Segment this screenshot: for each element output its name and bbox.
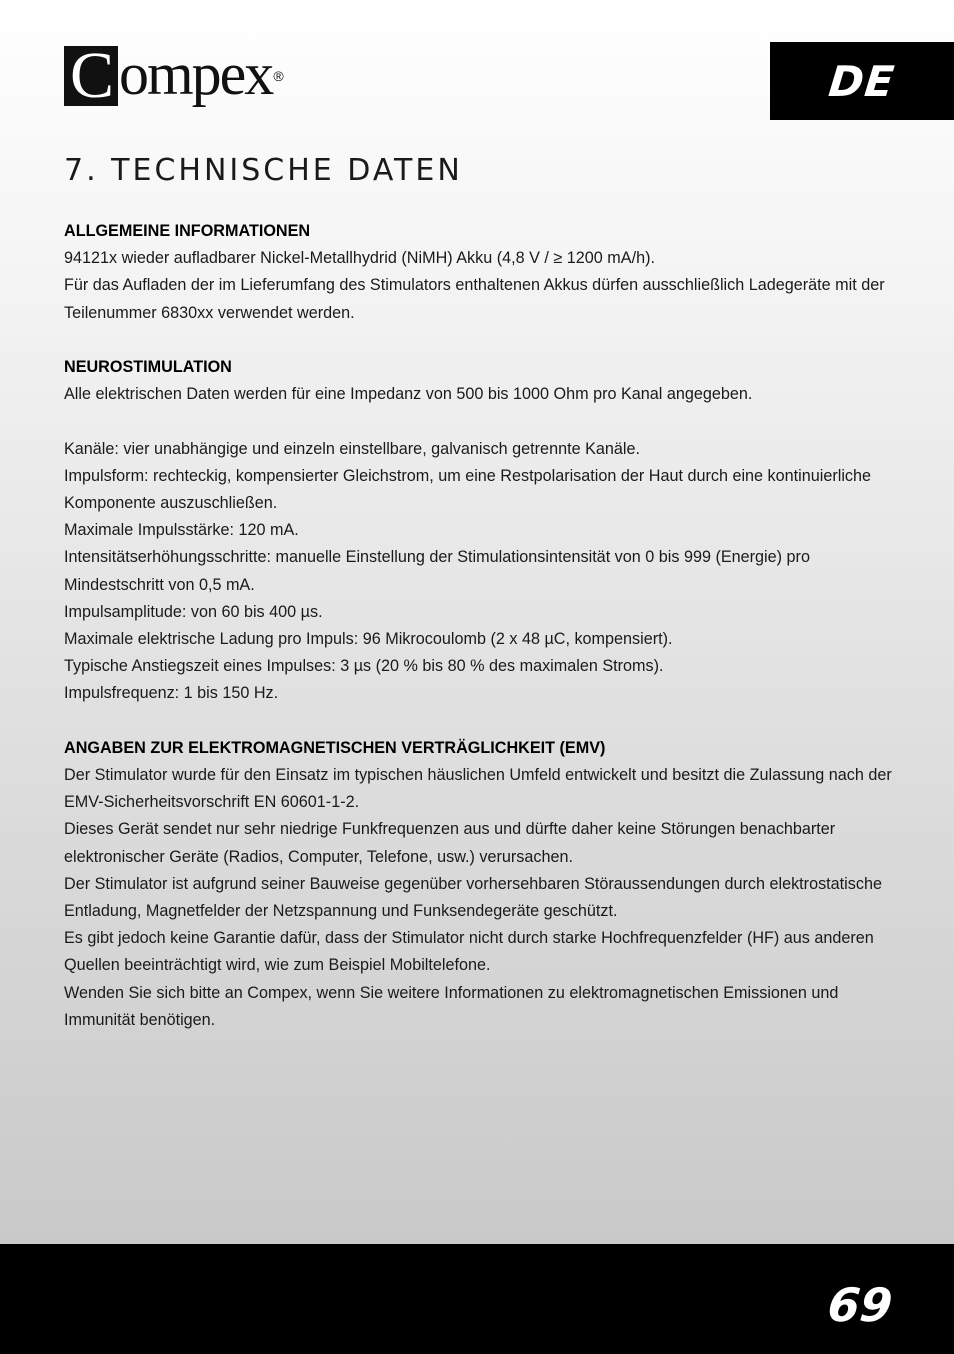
section-heading: ALLGEMEINE INFORMATIONEN [64,222,311,240]
section-neurostimulation [64,354,894,708]
paragraph: Der Stimulator ist aufgrund seiner Bauweise gegenüber vorhersehbaren Störaussendungen durch elektrostatische Entladung, Magnetfelder der Netzspannung und Funksendegeräte geschützt. [64,874,882,921]
logo-wordmark: ompex [119,41,273,107]
paragraph: Dieses Gerät sendet nur sehr niedrige Funkfrequenzen aus und dürfte daher keine Störungen benachbarter elektronischer Geräte (Radios, Computer, Telefone, usw.) verursachen. [64,820,836,866]
spacer [64,408,894,435]
language-code: DE [826,56,898,106]
spec-line: Kanäle: vier unabhängige und einzeln einstellbare, galvanisch getrennte Kanäle. [64,439,640,458]
page-title: 7. TECHNISCHE DATEN [64,153,463,188]
paragraph: Es gibt jedoch keine Garantie dafür, dass der Stimulator nicht durch starke Hochfrequenzfelder (HF) aus anderen Quellen beeinträchtigt wird, wie zum Beispiel Mobiltelefone. [64,929,874,975]
registered-mark: ® [273,68,284,84]
section-heading: ANGABEN ZUR ELEKTROMAGNETISCHEN VERTRÄGLICHKEIT (EMV) [64,738,606,757]
section-emv [64,735,894,1034]
paragraph: 94121x wieder aufladbarer Nickel-Metallhydrid (NiMH) Akku (4,8 V / ≥ 1200 mA/h). [64,249,655,268]
spec-line: Intensitätserhöhungsschritte: manuelle Einstellung der Stimulationsintensität von 0 bis 999 (Energie) pro Mindestschritt von 0,5 mA. [64,548,810,594]
paragraph: Für das Aufladen der im Lieferumfang des Stimulators enthaltenen Akkus dürfen ausschließlich Ladegeräte mit der Teilenummer 6830xx verwendet werden. [64,276,885,322]
paragraph: Der Stimulator wurde für den Einsatz im typischen häuslichen Umfeld entwickelt und besitzt die Zulassung nach der EMV-Sicherheitsvorschrift EN 60601-1-2. [64,766,892,812]
paragraph: Wenden Sie sich bitte an Compex, wenn Sie weitere Informationen zu elektromagnetischen Emissionen und Immunität benötigen. [64,983,839,1029]
spec-line: Impulsfrequenz: 1 bis 150 Hz. [64,684,279,703]
section-general [64,218,894,327]
spec-line: Maximale elektrische Ladung pro Impuls: 96 Mikrocoulomb (2 x 48 µC, kompensiert). [64,630,673,649]
footer-bar [0,1244,954,1354]
main-content [64,218,894,1061]
logo-initial-block: C [64,46,118,106]
section-heading: NEUROSTIMULATION [64,358,232,376]
paragraph: Alle elektrischen Daten werden für eine Impedanz von 500 bis 1000 Ohm pro Kanal angegeben. [64,385,753,404]
spec-line: Typische Anstiegszeit eines Impulses: 3 µs (20 % bis 80 % des maximalen Stroms). [64,657,664,676]
page-number: 69 [825,1278,895,1332]
spec-line: Impulsform: rechteckig, kompensierter Gleichstrom, um eine Restpolarisation der Haut durch eine kontinuierliche Komponente auszuschließen. [64,466,872,512]
spec-line: Impulsamplitude: von 60 bis 400 µs. [64,602,323,621]
compex-logo [64,41,284,118]
language-badge [770,42,954,120]
spec-line: Maximale Impulsstärke: 120 mA. [64,521,299,540]
